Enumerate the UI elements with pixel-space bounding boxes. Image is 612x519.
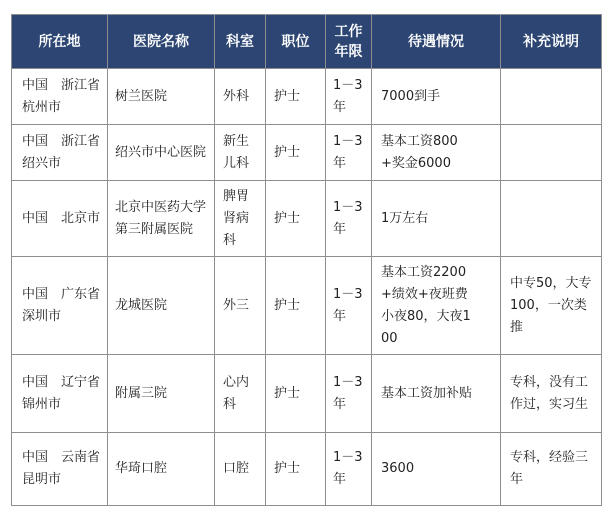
cell-salary: 基本工资2200 +绩效+夜班费 小夜80，大夜1 00	[372, 257, 501, 355]
cell-note	[501, 181, 602, 257]
cell-department: 外三	[215, 257, 266, 355]
table-row	[12, 181, 602, 257]
cell-hospital: 树兰医院	[108, 69, 215, 125]
cell-position: 护士	[266, 69, 326, 125]
cell-position: 护士	[266, 257, 326, 355]
cell-hospital: 北京中医药大学第三附属医院	[108, 181, 215, 257]
cell-location: 中国 浙江省 杭州市	[12, 69, 108, 125]
cell-salary: 1万左右	[372, 181, 501, 257]
cell-years: 1－3年	[326, 181, 372, 257]
cell-salary: 3600	[372, 433, 501, 506]
cell-note	[501, 69, 602, 125]
cell-department: 脾胃肾病科	[215, 181, 266, 257]
cell-years: 1－3年	[326, 257, 372, 355]
table-row	[12, 69, 602, 125]
cell-note	[501, 125, 602, 181]
cell-department: 口腔	[215, 433, 266, 506]
cell-years: 1－3年	[326, 125, 372, 181]
cell-department: 新生儿科	[215, 125, 266, 181]
cell-salary: 7000到手	[372, 69, 501, 125]
cell-location: 中国 广东省 深圳市	[12, 257, 108, 355]
header-salary: 待遇情况	[372, 15, 501, 69]
header-note: 补充说明	[501, 15, 602, 69]
header-location: 所在地	[12, 15, 108, 69]
cell-position: 护士	[266, 181, 326, 257]
cell-salary: 基本工资800 +奖金6000	[372, 125, 501, 181]
cell-location: 中国 浙江省 绍兴市	[12, 125, 108, 181]
cell-hospital: 华琦口腔	[108, 433, 215, 506]
salary-table-container	[11, 14, 602, 506]
cell-position: 护士	[266, 355, 326, 433]
cell-hospital: 附属三院	[108, 355, 215, 433]
cell-position: 护士	[266, 433, 326, 506]
cell-note: 中专50，大专100，一次类推	[501, 257, 602, 355]
table-row	[12, 125, 602, 181]
salary-table	[11, 14, 602, 506]
cell-department: 心内科	[215, 355, 266, 433]
header-hospital: 医院名称	[108, 15, 215, 69]
cell-hospital: 龙城医院	[108, 257, 215, 355]
cell-years: 1－3年	[326, 69, 372, 125]
table-row	[12, 257, 602, 355]
cell-location: 中国 辽宁省 锦州市	[12, 355, 108, 433]
cell-hospital: 绍兴市中心医院	[108, 125, 215, 181]
cell-location: 中国 北京市	[12, 181, 108, 257]
table-row	[12, 433, 602, 506]
header-years: 工作年限	[326, 15, 372, 69]
cell-location: 中国 云南省 昆明市	[12, 433, 108, 506]
header-position: 职位	[266, 15, 326, 69]
cell-note: 专科，经验三年	[501, 433, 602, 506]
table-row	[12, 355, 602, 433]
cell-years: 1－3年	[326, 355, 372, 433]
cell-note: 专科，没有工作过，实习生	[501, 355, 602, 433]
cell-position: 护士	[266, 125, 326, 181]
cell-years: 1－3年	[326, 433, 372, 506]
header-department: 科室	[215, 15, 266, 69]
table-header-row	[12, 15, 602, 69]
cell-salary: 基本工资加补贴	[372, 355, 501, 433]
cell-department: 外科	[215, 69, 266, 125]
